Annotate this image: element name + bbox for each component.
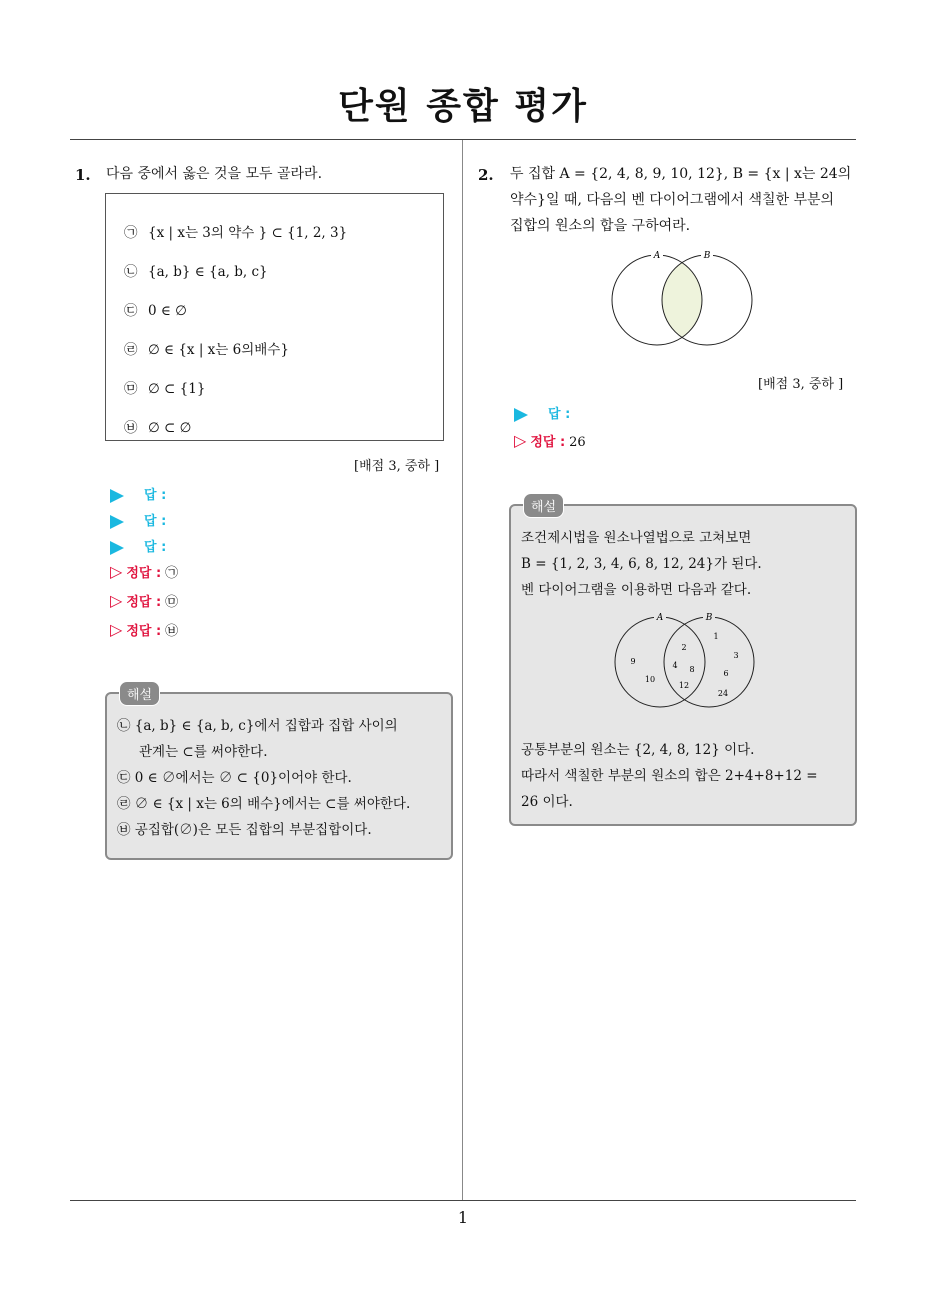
play-icon	[110, 515, 124, 529]
q1-score: [배점 3, 중하 ]	[354, 459, 440, 474]
q1-question: 다음 중에서 옳은 것을 모두 골라라.	[106, 166, 323, 182]
play-icon	[110, 541, 124, 555]
column-divider	[462, 140, 463, 1200]
venn-element: 1	[713, 632, 719, 641]
venn-label-b: B	[703, 251, 711, 261]
venn-element: 4	[672, 661, 678, 670]
venn-element: 6	[723, 669, 729, 678]
q1-correct-2: ▷ 정답 : ㉤	[110, 591, 179, 610]
play-outline-icon: ▷	[110, 562, 123, 581]
q2-solution-box	[509, 500, 857, 826]
venn-element: 24	[717, 689, 729, 698]
q1-answer-field-1[interactable]: 답 :	[110, 484, 166, 503]
q1-answer-field-2[interactable]: 답 :	[110, 510, 166, 529]
page-number: 1	[457, 1208, 469, 1227]
q1-solution-line: ㉥ 공집합(∅)은 모든 집합의 부분집합이다.	[117, 822, 372, 838]
q2-solution-line: B = {1, 2, 3, 4, 6, 8, 12, 24}가 된다.	[521, 556, 762, 572]
play-icon	[110, 489, 124, 503]
venn-circle-a	[615, 617, 705, 707]
q1-correct-3: ▷ 정답 : ㉥	[110, 620, 179, 639]
q1-option-5: ㉤ ∅ ⊂ {1}	[124, 381, 206, 397]
venn-element: 3	[733, 651, 739, 660]
q1-options-box	[105, 193, 444, 441]
venn-element: 12	[678, 681, 690, 690]
q1-correct-1: ▷ 정답 : ㉠	[110, 562, 179, 581]
bottom-rule	[70, 1200, 856, 1201]
q2-solution-line: 26 이다.	[521, 794, 573, 810]
q2-solution-line: 벤 다이어그램을 이용하면 다음과 같다.	[521, 582, 752, 598]
venn-element: 8	[689, 665, 695, 674]
q2-question-line: 약수}일 때, 다음의 벤 다이어그램에서 색칠한 부분의	[510, 192, 835, 208]
venn-label-a: A	[656, 613, 664, 623]
q1-number: 1.	[75, 166, 91, 184]
q1-option-6: ㉥ ∅ ⊂ ∅	[124, 420, 192, 436]
play-outline-icon: ▷	[110, 620, 123, 639]
q1-option-2: ㉡ {a, b} ∈ {a, b, c}	[124, 264, 268, 280]
q1-option-4: ㉣ ∅ ∈ {x | x는 6의배수}	[124, 342, 289, 358]
play-outline-icon: ▷	[110, 591, 123, 610]
q1-option-1: ㉠ {x | x는 3의 약수 } ⊂ {1, 2, 3}	[124, 225, 348, 241]
q1-solution-line: ㉣ ∅ ∈ {x | x는 6의 배수}에서는 ⊂를 써야한다.	[117, 796, 411, 812]
q2-solution-line: 공통부분의 원소는 {2, 4, 8, 12} 이다.	[521, 742, 755, 758]
venn-label-b: B	[705, 613, 713, 623]
q1-solution-line: ㉡ {a, b} ∈ {a, b, c}에서 집합과 집합 사이의	[117, 718, 398, 734]
venn-element: 10	[644, 675, 656, 684]
q2-question-line: 두 집합 A = {2, 4, 8, 9, 10, 12}, B = {x | x는 24의	[510, 166, 852, 182]
top-rule	[70, 139, 856, 140]
play-icon	[514, 408, 528, 422]
solution-tag: 해설	[119, 681, 160, 706]
q2-score: [배점 3, 중하 ]	[758, 377, 844, 392]
q1-answer-field-3[interactable]: 답 :	[110, 536, 166, 555]
venn-element: 9	[630, 657, 636, 666]
q2-answer-field[interactable]: 답 :	[514, 403, 570, 422]
q2-solution-venn	[605, 606, 765, 714]
q1-option-3: ㉢ 0 ∈ ∅	[124, 303, 187, 319]
q1-solution-line: ㉢ 0 ∈ ∅에서는 ∅ ⊂ {0}이어야 한다.	[117, 770, 352, 786]
venn-label-a: A	[653, 251, 661, 261]
q2-venn-diagram	[600, 245, 765, 355]
q1-solution-line: 관계는 ⊂를 써야한다.	[139, 744, 268, 760]
play-outline-icon: ▷	[514, 431, 527, 450]
q2-number: 2.	[478, 166, 494, 184]
q2-correct: ▷ 정답 : 26	[514, 431, 586, 450]
venn-element: 2	[681, 643, 687, 652]
q1-solution-box	[105, 688, 453, 860]
q2-solution-line: 따라서 색칠한 부분의 원소의 합은 2+4+8+12 =	[521, 768, 818, 784]
solution-tag: 해설	[523, 493, 564, 518]
q2-solution-line: 조건제시법을 원소나열법으로 고쳐보면	[521, 530, 752, 546]
q2-question-line: 집합의 원소의 합을 구하여라.	[510, 218, 691, 234]
page-title: 단원 종합 평가	[338, 86, 588, 127]
